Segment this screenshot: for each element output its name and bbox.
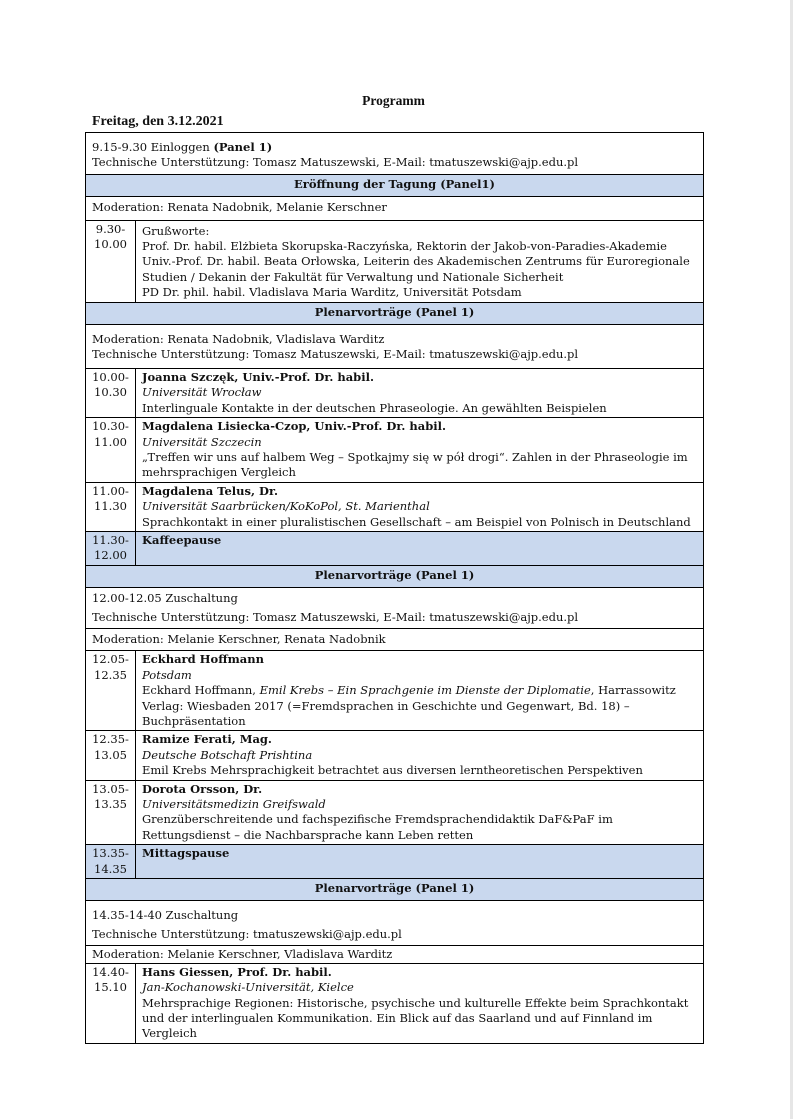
talk-time: 10.00- 10.30 [86, 368, 136, 417]
coffee-break-label: Kaffeepause [136, 531, 704, 565]
plenary2-switch: 12.00-12.05 Zuschaltung [92, 591, 238, 606]
opening-greetings [136, 220, 704, 302]
talk-row [86, 368, 704, 417]
talk-speaker: Magdalena Telus, Dr. [142, 483, 278, 498]
opening-time: 9.30- 10.00 [86, 220, 136, 302]
coffee-break-row [86, 531, 704, 565]
lunch-break-label: Mittagspause [136, 845, 704, 879]
talk-topic: Grenzüberschreitende und fachspezifische Fremdsprachendidaktik DaF&PaF im Rettungsdienst – die Nachbarsprache kann Leben retten [142, 812, 613, 842]
login-text: 9.15-9.30 Einloggen [92, 140, 210, 154]
book-publisher: , Harrassowitz Verlag: Wiesbaden 2017 (=Fremdsprachen in Geschichte und Gegenwart, Bd. 18) – Buchpräsentation [142, 683, 676, 728]
greetings-label: Grußworte: [142, 223, 210, 238]
program-table [85, 132, 704, 1044]
talk-topic: Mehrsprachige Regionen: Historische, psychische und kulturelle Effekte beim Sprachkontakt und der interlingualen Kommunikation. Ein Blick auf das Saarland und auf Finnland im Vergleich [142, 995, 689, 1041]
plenary2-moderation: Moderation: Melanie Kerschner, Renata Nadobnik [86, 628, 704, 650]
talk-speaker: Ramize Ferati, Mag. [142, 732, 272, 747]
talk-affiliation: Universität Saarbrücken/KoKoPol, St. Marienthal [142, 499, 430, 514]
talk-time: 11.00- 11.30 [86, 482, 136, 531]
talk-topic: Emil Krebs Mehrsprachigkeit betrachtet aus diversen lerntheoretischen Perspektiven [142, 763, 643, 778]
talk-affiliation: Potsdam [142, 667, 192, 682]
plenary1-support: Technische Unterstützung: Tomasz Matuszewski, E-Mail: tmatuszewski@ajp.edu.pl [92, 347, 579, 362]
talk-row [86, 731, 704, 780]
plenary3-switch: 14.35-14-40 Zuschaltung [92, 908, 239, 923]
talk-speaker: Joanna Szczęk, Univ.-Prof. Dr. habil. [142, 369, 374, 384]
talk-time: 12.05- 12.35 [86, 651, 136, 731]
login-support: Technische Unterstützung: Tomasz Matuszewski, E-Mail: tmatuszewski@ajp.edu.pl [92, 155, 579, 170]
talk-speaker: Hans Giessen, Prof. Dr. habil. [142, 964, 332, 979]
book-title: Emil Krebs – Ein Sprachgenie im Dienste der Diplomatie [259, 683, 591, 698]
talk-speaker: Magdalena Lisiecka-Czop, Univ.-Prof. Dr. habil. [142, 419, 446, 434]
plenary3-header: Plenarvorträge (Panel 1) [86, 879, 704, 901]
opening-moderation: Moderation: Renata Nadobnik, Melanie Kerschner [86, 197, 704, 220]
talk-speaker: Eckhard Hoffmann [142, 652, 264, 667]
talk-topic [142, 683, 697, 729]
talk-row [86, 482, 704, 531]
talk-details [136, 731, 704, 780]
program-date: Freitag, den 3.12.2021 [92, 114, 224, 129]
lunch-break-row [86, 845, 704, 879]
talk-row [86, 780, 704, 845]
book-author: Eckhard Hoffmann, [142, 683, 260, 698]
talk-time: 10.30- 11.00 [86, 418, 136, 483]
talk-details [136, 780, 704, 845]
greeting-line: Univ.-Prof. Dr. habil. Beata Orłowska, Leiterin des Akademischen Zentrums für Euroregionale Studien / Dekanin der Fakultät für Verwaltung und Nationale Sicherheit [142, 254, 690, 284]
talk-details [136, 418, 704, 483]
plenary3-info [86, 901, 704, 946]
login-row [86, 133, 704, 175]
login-panel: (Panel 1) [213, 140, 273, 154]
talk-time: 12.35- 13.05 [86, 731, 136, 780]
talk-affiliation: Universität Szczecin [142, 434, 262, 449]
greeting-line: Prof. Dr. habil. Elżbieta Skorupska-Raczyńska, Rektorin der Jakob-von-Paradies-Akademie [142, 239, 667, 254]
plenary2-header: Plenarvorträge (Panel 1) [86, 565, 704, 587]
talk-row [86, 418, 704, 483]
lunch-break-time: 13.35- 14.35 [86, 845, 136, 879]
talk-affiliation: Universität Wrocław [142, 385, 262, 400]
talk-speaker: Dorota Orsson, Dr. [142, 781, 263, 796]
opening-row [86, 220, 704, 302]
talk-affiliation: Deutsche Botschaft Prishtina [142, 747, 313, 762]
talk-details [136, 963, 704, 1043]
coffee-break-time: 11.30- 12.00 [86, 531, 136, 565]
talk-details [136, 482, 704, 531]
talk-row [86, 651, 704, 731]
talk-topic: Interlinguale Kontakte in der deutschen Phraseologie. An gewählten Beispielen [142, 400, 607, 415]
plenary1-header: Plenarvorträge (Panel 1) [86, 302, 704, 324]
talk-time: 14.40- 15.10 [86, 963, 136, 1043]
page-title: Programm [362, 93, 425, 108]
greeting-line: PD Dr. phil. habil. Vladislava Maria Warditz, Universität Potsdam [142, 285, 522, 300]
talk-row [86, 963, 704, 1043]
talk-affiliation: Jan-Kochanowski-Universität, Kielce [142, 980, 354, 995]
talk-topic: „Treffen wir uns auf halbem Weg – Spotkajmy się w pół drogi“. Zahlen in der Phraseologie im mehrsprachigen Vergleich [142, 449, 688, 480]
talk-details [136, 368, 704, 417]
login-cell [86, 133, 704, 175]
talk-topic: Sprachkontakt in einer pluralistischen Gesellschaft – am Beispiel von Polnisch in Deutschland [142, 514, 691, 529]
plenary2-info [86, 588, 704, 629]
talk-time: 13.05- 13.35 [86, 780, 136, 845]
plenary3-support: Technische Unterstützung: tmatuszewski@ajp.edu.pl [92, 926, 402, 941]
plenary2-support: Technische Unterstützung: Tomasz Matuszewski, E-Mail: tmatuszewski@ajp.edu.pl [92, 609, 579, 624]
plenary1-info [86, 325, 704, 369]
plenary1-moderation: Moderation: Renata Nadobnik, Vladislava Warditz [92, 332, 385, 347]
opening-header: Eröffnung der Tagung (Panel1) [86, 174, 704, 196]
talk-details [136, 651, 704, 731]
plenary3-moderation: Moderation: Melanie Kerschner, Vladislava Warditz [86, 946, 704, 963]
talk-affiliation: Universitätsmedizin Greifswald [142, 797, 326, 812]
